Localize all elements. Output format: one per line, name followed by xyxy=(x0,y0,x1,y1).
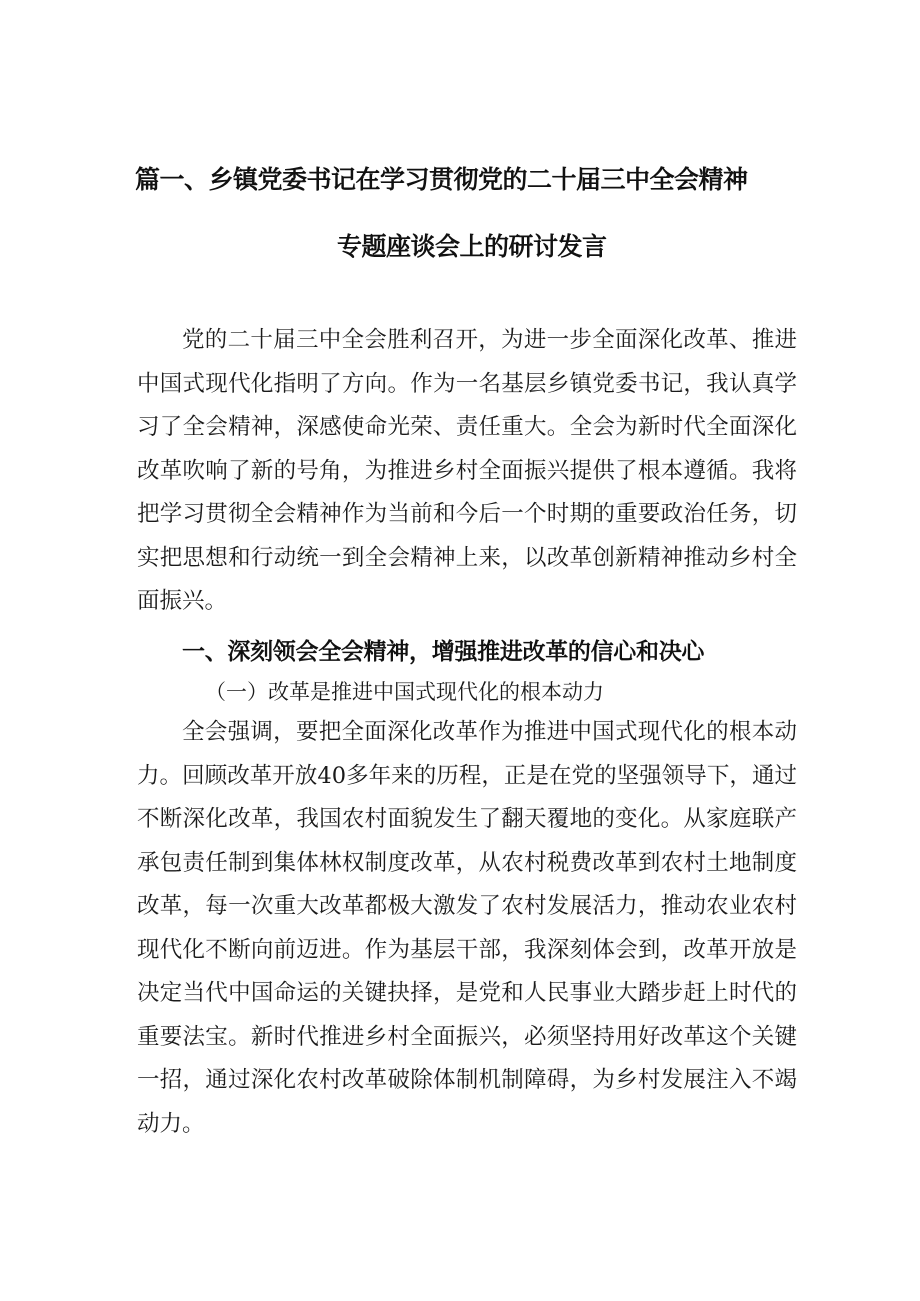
document-title-line-1: 篇一、乡镇党委书记在学习贯彻党的二十届三中全会精神 xyxy=(135,165,748,194)
subsection-1-heading: （一）改革是推进中国式现代化的根本动力 xyxy=(205,680,604,704)
section-1-heading: 一、深刻领会全会精神，增强推进改革的信心和决心 xyxy=(182,639,705,665)
document-title-line-2: 专题座谈会上的研讨发言 xyxy=(337,232,607,261)
intro-paragraph: 党的二十届三中全会胜利召开，为进一步全面深化改革、推进中国式现代化指明了方向。作为一名基层乡镇党委书记，我认真学习了全会精神，深感使命光荣、责任重大。全会为新时代全面深化改革吹响了新的号角，为推进乡村全面振兴提供了根本遵循。我将把学习贯彻全会精神作为当前和今后一个时期的重要政治任务，切实把思想和行动统一到全会精神上来，以改革创新精神推动乡村全面振兴。 xyxy=(137,327,797,614)
subsection-1-paragraph: 全会强调，要把全面深化改革作为推进中国式现代化的根本动力。回顾改革开放40多年来的历程，正是在党的坚强领导下，通过不断深化改革，我国农村面貌发生了翻天覆地的变化。从家庭联产承包责任制到集体林权制度改革，从农村税费改革到农村土地制度改革，每一次重大改革都极大激发了农村发展活力，推动农业农村现代化不断向前迈进。作为基层干部，我深刻体会到，改革开放是决定当代中国命运的关键抉择，是党和人民事业大踏步赶上时代的重要法宝。新时代推进乡村全面振兴，必须坚持用好改革这个关键一招，通过深化农村改革破除体制机制障碍，为乡村发展注入不竭动力。 xyxy=(137,719,797,1137)
